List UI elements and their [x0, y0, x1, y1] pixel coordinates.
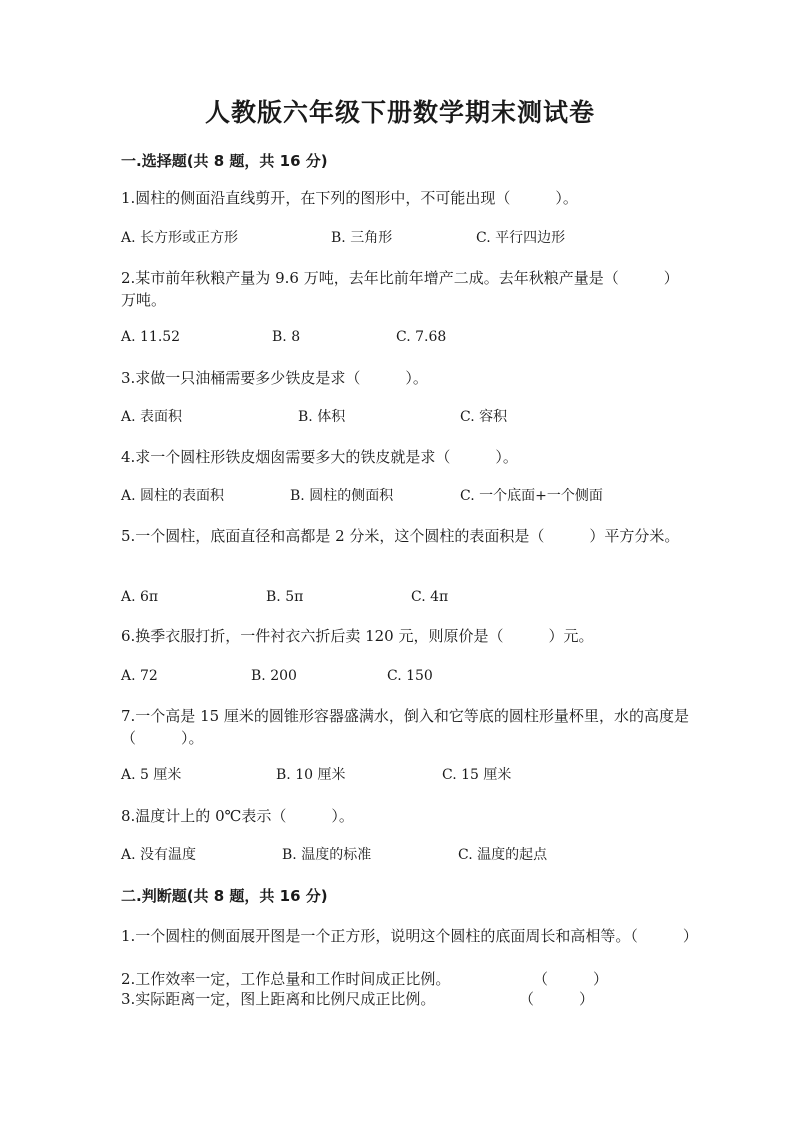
q2-option-b: B. 8: [272, 329, 301, 345]
q4-option-b: B. 圆柱的侧面积: [290, 488, 394, 504]
tf-question-3: [121, 988, 691, 1010]
question-5: 5.一个圆柱，底面直径和高都是 2 分米，这个圆柱的表面积是（ ）平方分米。: [121, 527, 680, 545]
tf-question-1: 1.一个圆柱的侧面展开图是一个正方形，说明这个圆柱的底面周长和高相等。（ ）: [121, 927, 698, 945]
q4-option-a: A. 圆柱的表面积: [121, 488, 225, 504]
q2-option-c: C. 7.68: [396, 329, 447, 345]
question-3: 3.求做一只油桶需要多少铁皮是求（ ）。: [121, 369, 428, 387]
question-6: 6.换季衣服打折，一件衬衣六折后卖 120 元，则原价是（ ）元。: [121, 627, 594, 645]
tf-question-3-answer-blank: （ ）: [519, 990, 595, 1008]
q1-option-c: C. 平行四边形: [476, 230, 566, 246]
q8-option-b: B. 温度的标准: [282, 847, 372, 863]
tf-question-2-answer-blank: （ ）: [533, 970, 609, 988]
q7-option-c: C. 15 厘米: [442, 767, 512, 783]
tf-question-2-text: 2.工作效率一定，工作总量和工作时间成正比例。: [121, 970, 451, 988]
q7-option-b: B. 10 厘米: [276, 767, 346, 783]
q1-option-a: A. 长方形或正方形: [121, 230, 239, 246]
question-4: 4.求一个圆柱形铁皮烟囱需要多大的铁皮就是求（ ）。: [121, 448, 518, 466]
q7-option-a: A. 5 厘米: [121, 767, 182, 783]
q3-option-c: C. 容积: [460, 409, 508, 425]
q4-option-c: C. 一个底面+一个侧面: [460, 488, 603, 504]
question-2: 2.某市前年秋粮产量为 9.6 万吨，去年比前年增产二成。去年秋粮产量是（ ）万吨。: [121, 269, 679, 309]
question-7: 7.一个高是 15 厘米的圆锥形容器盛满水，倒入和它等底的圆柱形量杯里，水的高度是（ ）。: [121, 707, 689, 747]
section-heading-true-false: 二.判断题(共 8 题，共 16 分): [121, 887, 328, 905]
section-heading-multiple-choice: 一.选择题(共 8 题，共 16 分): [121, 152, 328, 170]
q5-option-b: B. 5π: [266, 589, 304, 605]
question-1: 1.圆柱的侧面沿直线剪开，在下列的图形中，不可能出现（ ）。: [121, 189, 578, 207]
tf-question-2: [121, 968, 691, 990]
q2-option-a: A. 11.52: [121, 329, 181, 345]
page-title: 人教版六年级下册数学期末测试卷: [204, 98, 595, 127]
q8-option-a: A. 没有温度: [121, 847, 197, 863]
q6-option-a: A. 72: [121, 668, 158, 684]
tf-question-3-text: 3.实际距离一定，图上距离和比例尺成正比例。: [121, 990, 436, 1008]
question-8: 8.温度计上的 0℃表示（ ）。: [121, 807, 354, 825]
q3-option-b: B. 体积: [298, 409, 346, 425]
q3-option-a: A. 表面积: [121, 409, 183, 425]
q5-option-a: A. 6π: [121, 589, 159, 605]
q5-option-c: C. 4π: [411, 589, 449, 605]
q1-option-b: B. 三角形: [331, 230, 393, 246]
q6-option-b: B. 200: [251, 668, 297, 684]
q6-option-c: C. 150: [387, 668, 433, 684]
q8-option-c: C. 温度的起点: [458, 847, 548, 863]
